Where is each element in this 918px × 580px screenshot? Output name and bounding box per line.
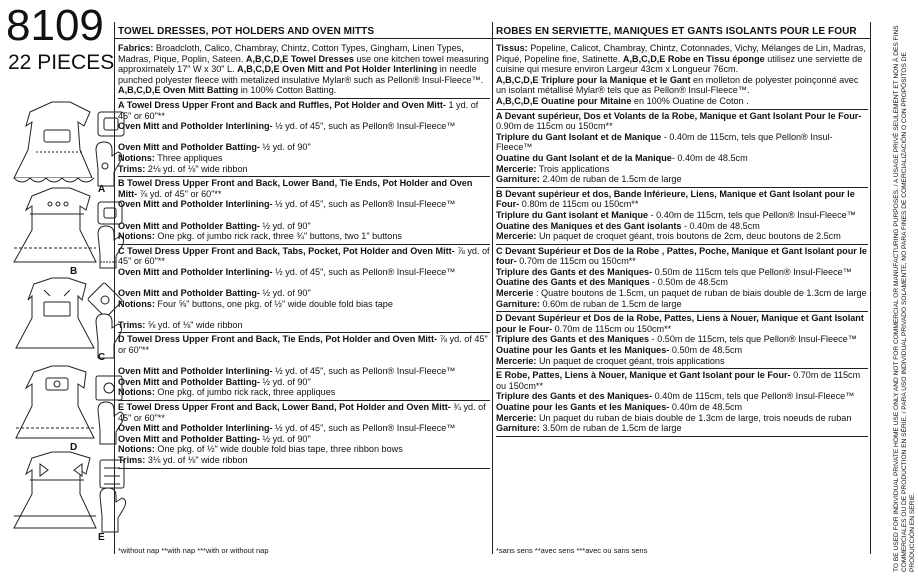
yardage-line [496,299,868,310]
yardage-amount: 2⅛ yd. of ⅛" wide ribbon [145,163,248,174]
pattern-number: 8109 [6,1,104,50]
yardage-amount: - 0.40m de 48.5cm [671,152,748,163]
yardage-line [496,413,868,424]
yardage-amount: ⅞ yd. of 45" or 60"** [137,188,222,199]
intro-paragraph [496,43,868,75]
yardage-label: Oven Mitt and Potholder Batting- [118,288,260,299]
intro-label: A,B,C,D,E Oven Mitt and Pot Holder Interlining [237,64,438,75]
intro-paragraph [496,96,868,107]
yardage-label: Oven Mitt and Potholder Interlining- [118,423,273,434]
yardage-amount: Un paquet de croquet géant, trois applications [536,355,725,366]
yardage-line [118,231,490,242]
yardage-label: Triplure des Gants et des Maniques- [496,266,653,277]
yardage-line [118,199,490,210]
yardage-label: Notions: [118,152,155,163]
intro-label: A,B,C,D,E Ouatine pour Mitaine [496,95,632,106]
yardage-label: C Devant Supérieur et Dos de la Robe , Pattes, Poche, Manique et Gant Isolant pour le four- [496,245,867,267]
yardage-label: Trims: [118,454,146,465]
intro-text: in needle punched polyester fleece with metalized insulative Mylar® such as Pellon® Insul-Fleece™. [118,64,484,85]
yardage-amount: ½ yd. of 45", such as Pellon® Insul-Fleece™ [272,366,456,377]
yardage-line [118,387,490,398]
yardage-amount: 1 yd. of 45" or 60"** [118,99,479,121]
yardage-line [496,267,868,278]
figure-label-a: A [98,184,106,195]
view-d-dress-illustration [16,366,94,438]
yardage-label: Notions: [118,387,155,398]
yardage-label: Garniture: [496,298,540,309]
yardage-label: Mercerie: [496,231,537,242]
view-e-ovenmitt-illustration [100,488,126,532]
yardage-line [496,391,868,402]
french-intro [496,42,868,110]
yardage-label: Oven Mitt and Potholder Batting- [118,220,260,231]
yardage-line [496,221,868,232]
intro-paragraph [118,43,490,85]
yardage-amount: Four ⅝" buttons, one pkg. of ½" wide double fold bias tape [154,298,393,309]
yardage-label: Oven Mitt and Potholder Batting- [118,376,260,387]
yardage-section [118,333,490,401]
yardage-amount: One pkg. of jumbo rick rack, three ¾" buttons, two 1" buttons [154,231,402,242]
yardage-amount: - 0.50m de 115cm, tels que Pellon® Insul-Fleece™ [649,334,857,345]
yardage-amount: One pkg. of ½" wide double fold bias tape, three ribbon bows [154,444,403,455]
yardage-line [496,423,868,434]
yardage-line [118,178,490,199]
yardage-amount: 0.50m de 115cm tels que Pellon® Insul-Fleece™ [652,266,852,277]
yardage-line [118,402,490,423]
yardage-line [118,153,490,164]
yardage-label: Ouatine pour les Gants et les Maniques- [496,402,670,412]
yardage-label: Trims: [118,319,146,330]
yardage-line [118,267,490,278]
yardage-amount: Un paquet du ruban de biais double de 1.3cm de large, trois noeuds de ruban [536,412,852,423]
yardage-line [118,366,490,377]
figure-label-d: D [70,442,78,453]
yardage-amount: Three appliques [154,152,223,163]
yardage-label: A Devant supérieur, Dos et Volants de la Robe, Manique et Gant Isolant Pour le Four- [496,110,862,121]
yardage-label: Triplure des Gants et des Maniques [496,334,650,345]
yardage-line [496,313,868,334]
yardage-amount: Un paquet de croquet géant, trois boutons de 2cm, deuc boutons de 2.5cm [536,231,841,242]
yardage-label: Notions: [118,444,155,455]
column-divider-right [870,22,871,554]
yardage-line [118,246,490,267]
intro-label: Tissus: [496,43,528,53]
yardage-amount: ⅞ yd. of 45" or 60"** [118,334,488,356]
yardage-amount: ½ yd. of 90" [259,142,311,153]
yardage-label: Oven Mitt and Potholder Interlining- [118,366,273,377]
french-sections [496,110,868,437]
yardage-label: D Towel Dress Upper Front and Back, Tie Ends, Pot Holder and Oven Mitt- [118,334,437,345]
yardage-line [118,221,490,232]
view-b-dress-illustration [14,188,96,262]
yardage-amount: 0.40m de 115cm, tels que Pellon® Insul-Fleece™ [652,391,855,402]
usage-disclaimer: TO BE USED FOR INDIVIDUAL PRIVATE HOME USE ONLY AND NOT FOR COMMERCIAL OR MANUFACTURING PURPOSES. / A USAGE PRIVÉ SEULEMENT ET NON À DES FINS COMMERCIALES OU DE PRODUCTION EN SÉRIE. / PARA USO INDIVIDUAL PRIVADO SOLAMENTE, NO PARA FINES DE COMERCIALIZACIÓN O CON PROPÓSITOS DE PRODUCCIÓN EN SERIE. [893,25,917,572]
yardage-line [118,309,490,320]
yardage-label: Triplure des Gants et des Maniques- [496,391,653,402]
yardage-amount: 2.40m de ruban de 1.5cm de large [539,174,682,185]
english-title: TOWEL DRESSES, POT HOLDERS AND OVEN MITTS [118,26,375,37]
intro-label: A,B,C,D,E Oven Mitt Batting [118,85,239,96]
yardage-line [496,164,868,175]
yardage-line [496,210,868,221]
yardage-label: Notions: [118,231,155,242]
intro-text: en molleton de polyester poinçonné avec un isolant métallisé Mylar® tels que as Pellon® Insul-Fleece™. [496,74,859,96]
yardage-section [118,401,490,469]
yardage-label: Notions: [118,298,155,309]
yardage-label: Mercerie: [496,355,537,366]
yardage-label: Oven Mitt and Potholder Batting- [118,433,260,444]
yardage-amount: 3⅛ yd. of ⅛" wide ribbon [145,454,248,465]
yardage-section [118,99,490,177]
french-footnote: *sans sens **avec sens ***avec ou sans sens [496,546,648,555]
yardage-line [496,132,868,153]
yardage-line [118,455,490,466]
yardage-label: Mercerie: [496,163,537,174]
yardage-line [496,402,868,413]
yardage-amount: ½ yd. of 45", such as Pellon® Insul-Fleece™ [272,121,456,132]
yardage-section [118,177,490,245]
yardage-line [496,277,868,288]
yardage-line [496,334,868,345]
yardage-section [118,245,490,334]
yardage-line [496,174,868,185]
yardage-label: Garniture: [496,423,540,434]
view-e-dress-illustration [14,452,96,528]
yardage-amount: ½ yd. of 90" [259,220,311,231]
yardage-amount: : Quatre boutons de 1.5cm, un paquet de ruban de biais double de 1.3cm de large [533,288,867,299]
yardage-label: D Devant Supérieur et Dos de la Robe, Pattes, Liens à Nouer, Manique et Gant Isolant pour le Four- [496,313,864,334]
yardage-amount: 0.40m de 48.5cm [669,402,743,412]
yardage-label: Garniture: [496,174,540,185]
yardage-section [496,312,868,369]
yardage-line [118,299,490,310]
yardage-section [496,369,868,437]
intro-paragraph [118,85,490,96]
yardage-line [118,277,490,288]
yardage-amount: 0.50m de 48.5cm [669,345,743,356]
yardage-line [118,121,490,132]
french-title: ROBES EN SERVIETTE, MANIQUES ET GANTS ISOLANTS POUR LE FOUR [496,26,857,37]
yardage-amount: 3.50m de ruban de 1.5cm de large [539,423,682,434]
yardage-line [496,111,868,132]
yardage-amount: 0.80m de 115cm ou 150cm** [519,199,639,210]
intro-text: use one kitchen towel measuring approximately 17" W x 30" L. [118,53,489,75]
yardage-amount: - 0.40m de 115cm, tels que Pellon® Insul-Fleece™ [648,209,856,220]
view-a-dress-illustration [14,102,94,182]
yardage-amount: ½ yd. of 45", such as Pellon® Insul-Fleece™ [272,423,456,434]
yardage-line [118,377,490,388]
english-column [118,42,490,469]
yardage-line [118,444,490,455]
yardage-line [496,189,868,210]
yardage-label: Triplure du Gant Isolant et de Manique [496,131,662,142]
yardage-label: Ouatine des Maniques et des Gant isolants [496,220,682,231]
yardage-label: Ouatine du Gant Isolant et de la Manique [496,152,672,163]
yardage-line [118,132,490,143]
yardage-amount: ½ yd. of 90" [259,433,311,444]
yardage-line [118,356,490,367]
yardage-line [118,423,490,434]
yardage-label: Ouatine des Gants et des Maniques [496,277,650,288]
column-divider-middle [492,22,493,554]
yardage-label: Oven Mitt and Potholder Interlining- [118,121,273,132]
yardage-line [496,356,868,367]
yardage-line [496,288,868,299]
yardage-line [496,370,868,391]
yardage-label: Ouatine pour les Gants et les Maniques- [496,345,670,356]
yardage-amount: ¾ yd. of 45" or 60"** [118,402,486,423]
english-intro [118,42,490,99]
yardage-amount: Trois applications [536,163,610,174]
intro-text: Popeline, Calicot, Chambray, Chintz, Cotonnades, Vichy, Mélanges de Lin, Madras, Piqué, Popeline fine, Satinette. [496,43,866,64]
yardage-amount: 0.70m de 115cm ou 150cm** [552,323,672,334]
yardage-label: E Towel Dress Upper Front and Back, Lower Band, Pot Holder and Oven Mitt- [118,402,451,412]
yardage-label: Mercerie: [496,412,537,423]
yardage-label: Trims: [118,163,146,174]
view-c-dress-illustration [16,278,94,348]
intro-paragraph [496,75,868,96]
yardage-line [118,434,490,445]
intro-text: in 100% Cotton Batting. [238,85,337,96]
yardage-line [118,100,490,121]
yardage-line [118,142,490,153]
intro-text: en 100% Ouatine de Coton . [631,95,749,106]
yardage-amount: 0.60m de ruban de 1.5cm de large [539,298,682,309]
yardage-amount: ½ yd. of 45", such as Pellon® Insul-Fleece™ [272,266,456,277]
yardage-line [118,288,490,299]
yardage-amount: 0.70m de 115cm ou 150cm** [516,256,636,267]
yardage-amount: - 0.40m de 48.5cm [681,220,760,231]
yardage-amount: 0.70m de 115cm ou 150cm** [496,370,861,391]
yardage-line [118,210,490,221]
intro-label: Fabrics: [118,43,154,53]
yardage-label: Mercerie [496,288,534,299]
yardage-section [496,245,868,313]
yardage-label: B Towel Dress Upper Front and Back, Lower Band, Tie Ends, Pot Holder and Oven Mitt- [118,178,473,199]
french-column [496,42,868,437]
intro-text: Broadcloth, Calico, Chambray, Chintz, Cotton Types, Gingham, Linen Types, Madras, Pique, Poplin, Sateen. [118,43,464,64]
yardage-amount: ⅝ yd. of ⅛" wide ribbon [145,319,243,330]
yardage-label: C Towel Dress Upper Front and Back, Tabs, Pocket, Pot Holder and Oven Mitt- [118,245,455,256]
piece-count: 22 PIECES [8,51,115,74]
yardage-amount: - 0.40m de 115cm, tels que Pellon® Insul-Fleece™ [496,131,833,153]
yardage-amount: ½ yd. of 45", such as Pellon® Insul-Fleece™ [272,199,456,210]
yardage-label: E Robe, Pattes, Liens à Nouer, Manique et Gant Isolant pour le Four- [496,370,791,381]
english-sections [118,99,490,469]
yardage-line [496,345,868,356]
yardage-line [496,231,868,242]
yardage-label: Oven Mitt and Potholder Batting- [118,142,260,153]
yardage-amount: ½ yd. of 90" [259,376,311,387]
yardage-line [496,153,868,164]
yardage-section [496,110,868,188]
yardage-amount: ½ yd. of 90" [259,288,311,299]
intro-label: A,B,C,D,E Towel Dresses [245,53,354,64]
figure-label-c: C [98,352,106,363]
yardage-label: Oven Mitt and Potholder Interlining- [118,199,273,210]
header-rule [114,38,870,39]
figure-label-e: E [98,532,105,543]
yardage-label: B Devant supérieur et dos, Bande Inférieure, Liens, Manique et Gant Isolant pour le Four- [496,188,855,210]
english-footnote: *without nap **with nap ***with or without nap [118,546,269,555]
yardage-line [496,246,868,267]
yardage-amount: 0.90m de 115cm ou 150cm** [496,121,613,132]
yardage-label: Triplure du Gant isolant et Manique [496,209,649,220]
yardage-label: Oven Mitt and Potholder Interlining- [118,266,273,277]
intro-text: utilisez une serviette de cuisine qui mesure environ Largeur 43cm x Longueur 76cm. [496,53,863,75]
yardage-section [496,188,868,245]
intro-label: A,B,C,D,E Robe en Tissu éponge [622,53,765,64]
yardage-amount: One pkg. of jumbo rick rack, three appliques [154,387,336,398]
yardage-label: A Towel Dress Upper Front and Back and Ruffles, Pot Holder and Oven Mitt- [118,99,446,110]
yardage-line [118,334,490,355]
yardage-line [118,164,490,175]
column-divider-left [114,22,115,554]
yardage-amount: - 0.50m de 48.5cm [649,277,728,288]
yardage-amount: ⅞ yd. of 45" or 60"** [118,245,490,267]
figure-label-b: B [70,266,78,277]
yardage-line [118,320,490,331]
intro-label: A,B,C,D,E Triplure pour la Manique et le Gant [496,74,691,85]
